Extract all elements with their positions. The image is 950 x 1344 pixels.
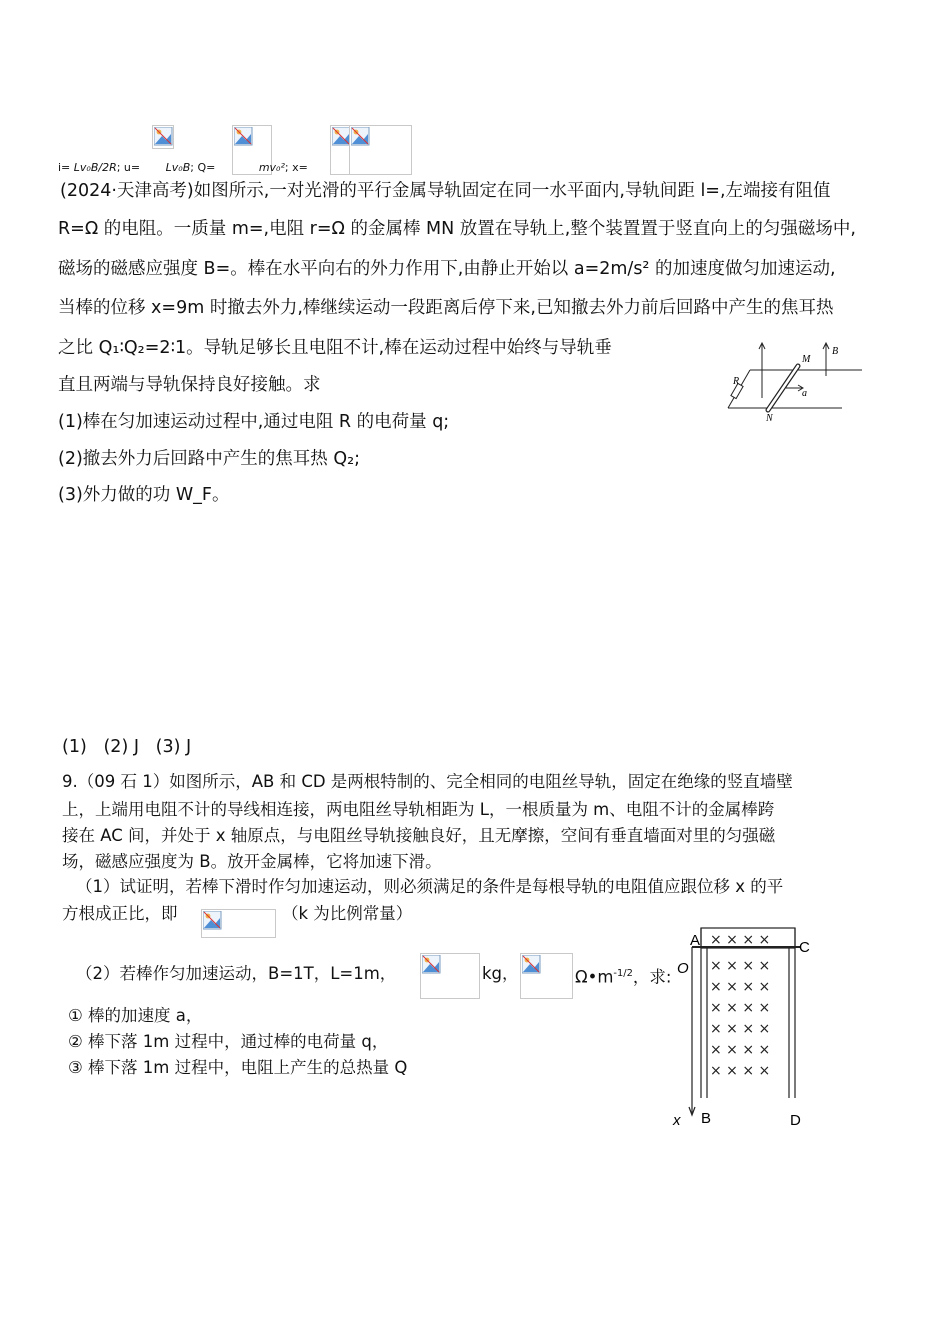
label-C: C [799,939,810,956]
field-cross-row: × × × × [710,1021,771,1037]
problem2-part2: （2）若棒作匀加速运动，B=1T，L=1m， [76,964,397,983]
label-R: R [733,376,740,387]
problem1-question-2: (2)撤去外力后回路中产生的焦耳热 Q₂; [58,449,361,469]
label-O: O [677,960,689,977]
i-expr: Lv₀B/2R [73,161,117,174]
problem1-line-1: (2024·天津高考)如图所示,一对光滑的平行金属导轨固定在同一水平面内,导轨间距 l=,左端接有阻值 [60,181,831,201]
field-cross-row: × × × × [710,1000,771,1016]
problem2-line-4: 场，磁感应强度为 B。放开金属棒，它将加速下滑。 [62,852,442,871]
i-prefix: i= [58,161,71,174]
problem2-line-3: 接在 AC 间，并处于 x 轴原点，与电阻丝导轨接触良好，且无摩擦，空间有垂直墙面对里的匀强磁 [62,826,776,845]
problem2-subq-1: ① 棒的加速度 a， [68,1006,203,1025]
problem1-answers: (1) (2) J (3) J [62,737,192,757]
label-B: B [832,346,839,357]
label-A: A [690,932,701,949]
broken-image-icon [422,955,442,975]
u-expr: Lv₀B [165,161,191,174]
unit-text: Ω•m [575,967,614,987]
problem1-question-1: (1)棒在匀加速运动过程中,通过电阻 R 的电荷量 q; [58,412,450,432]
image-placeholder-k [520,953,573,999]
broken-image-icon [154,127,174,147]
answer-formula-line [58,161,308,175]
x-prefix: ; x= [284,161,308,174]
problem1-line-6: 直且两端与导轨保持良好接触。求 [58,375,321,395]
field-cross-row: × × × × [710,1042,771,1058]
problem1-line-3: 磁场的磁感应强度 B=。棒在水平向右的外力作用下,由静止开始以 a=2m/s² 的加速度做匀加速运动, [58,259,836,279]
field-cross-row: × × × × [710,958,771,974]
field-cross-row: × × × × [710,1063,771,1079]
image-placeholder-x2 [349,125,412,175]
label-a: a [802,388,807,399]
vertical-rails-figure [668,925,818,1130]
problem2-unit [575,964,671,988]
problem2-part1-note: （k 为比例常量） [282,904,413,923]
problem2-subq-3: ③ 棒下落 1m 过程中，电阻上产生的总热量 Q [68,1058,408,1077]
label-N: N [766,413,773,424]
problem2-line-1: 9.（09 石 1）如图所示，AB 和 CD 是两根特制的、完全相同的电阻丝导轨，固定在绝缘的竖直墙壁 [62,772,793,791]
problem1-line-2: R=Ω 的电阻。一质量 m=,电阻 r=Ω 的金属棒 MN 放置在导轨上,整个装置置于竖直向上的匀强磁场中, [58,219,856,239]
problem1-line-5: 之比 Q₁∶Q₂=2∶1。导轨足够长且电阻不计,棒在运动过程中始终与导轨垂 [58,338,612,358]
image-placeholder-mass [420,953,480,999]
problem1-line-4: 当棒的位移 x=9m 时撤去外力,棒继续运动一段距离后停下来,已知撤去外力前后回路中产生的焦耳热 [58,298,834,318]
problem2-kg: kg， [482,964,519,983]
rail-rod-figure [722,340,870,430]
u-prefix: ; u= [116,161,141,174]
label-x: x [673,1112,681,1129]
q-expr: mv₀² [258,161,285,174]
field-cross-row: × × × × [710,979,771,995]
image-placeholder-formula [201,909,276,938]
unit-end: ，求: [632,967,672,987]
label-M: M [802,354,811,365]
broken-image-icon [234,127,254,147]
problem1-question-3: (3)外力做的功 W_F。 [58,485,230,505]
unit-exponent: -1/2 [613,968,633,979]
field-cross-row: × × × × [710,932,771,948]
problem2-part1-cont: 方根成正比，即 [62,904,178,923]
broken-image-icon [522,955,542,975]
problem2-line-2: 上，上端用电阻不计的导线相连接，两电阻丝导轨相距为 L，一根质量为 m、电阻不计的金属棒跨 [62,800,775,819]
broken-image-icon [203,911,223,931]
broken-image-icon [351,127,371,147]
label-D: D [790,1112,801,1129]
q-prefix: ; Q= [190,161,216,174]
image-placeholder-i [152,125,174,149]
problem2-part1: （1）试证明，若棒下滑时作匀加速运动，则必须满足的条件是每根导轨的电阻值应跟位移 x 的平 [76,877,784,896]
problem2-subq-2: ② 棒下落 1m 过程中，通过棒的电荷量 q， [68,1032,389,1051]
label-B-bottom: B [701,1110,712,1127]
